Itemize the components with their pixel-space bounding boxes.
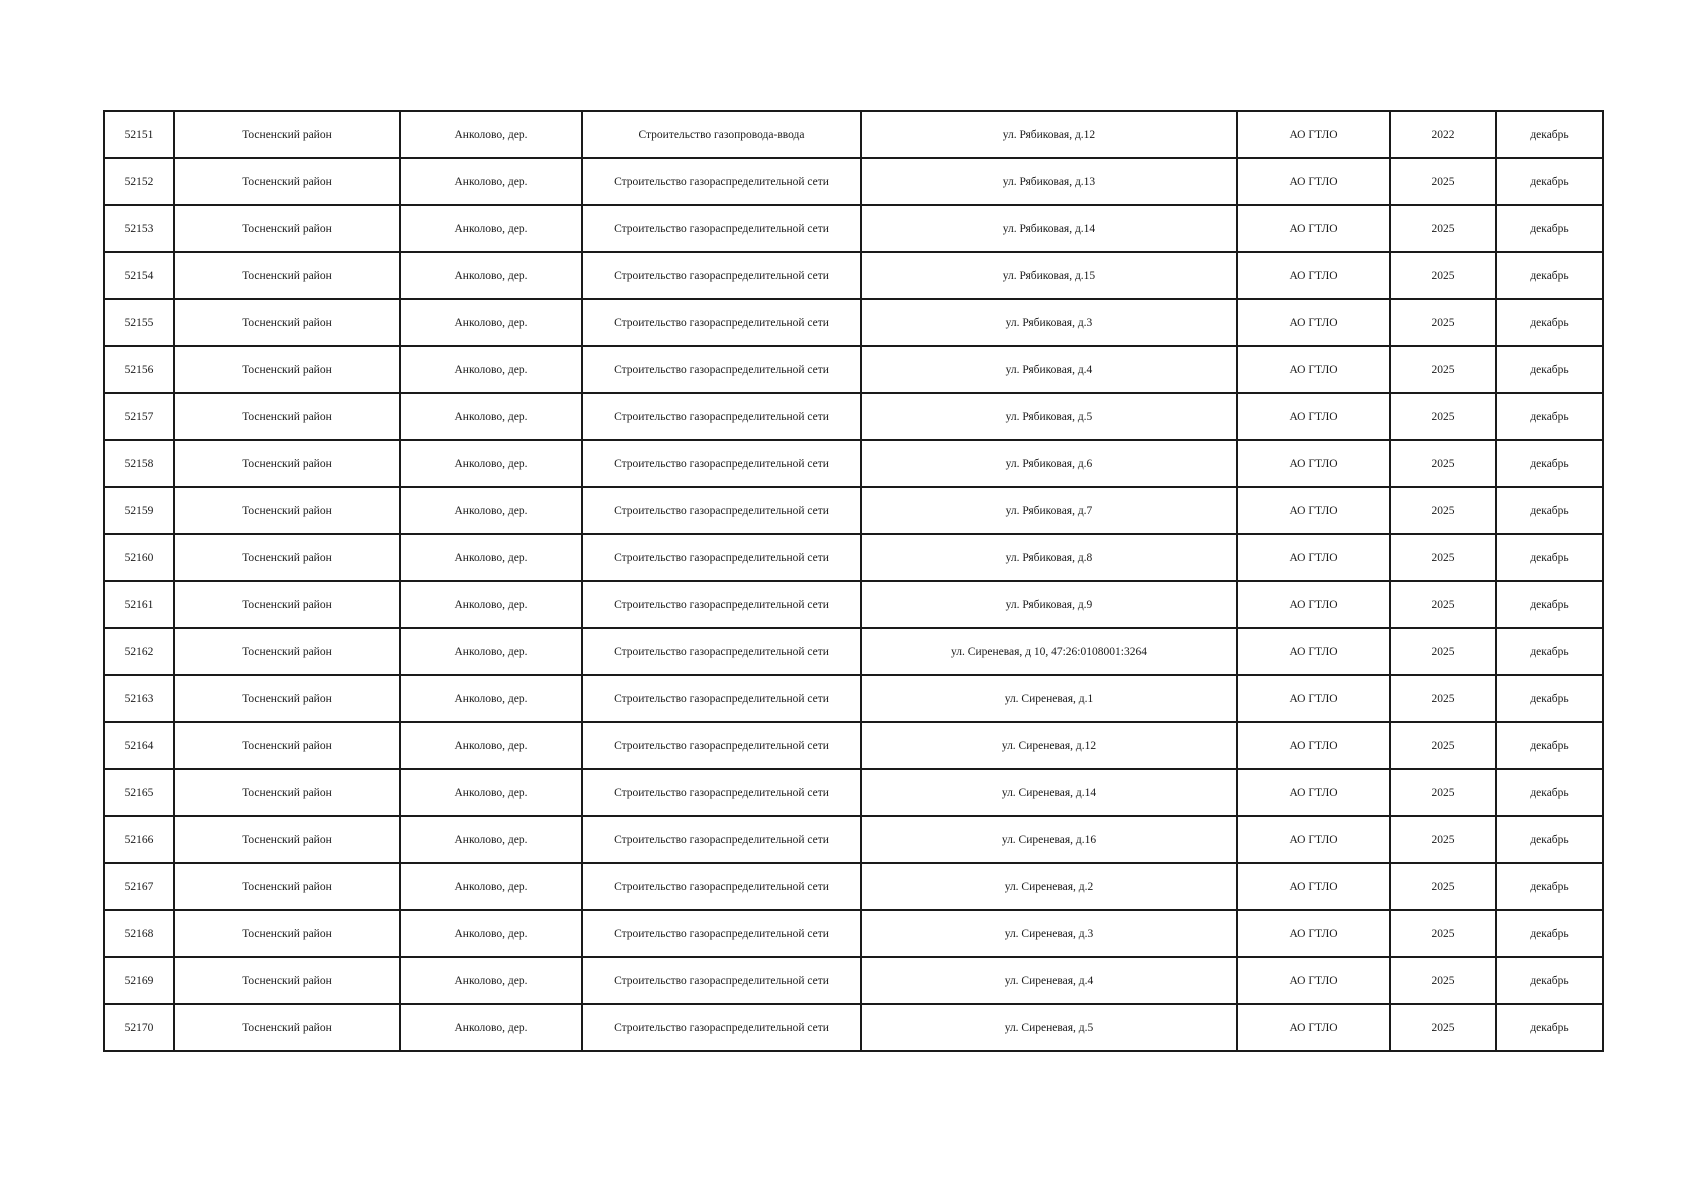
cell-id: 52160	[104, 534, 174, 581]
cell-year: 2025	[1390, 581, 1496, 628]
cell-district: Тосненский район	[174, 863, 400, 910]
cell-settlement: Анколово, дер.	[400, 393, 582, 440]
table-row	[104, 910, 1603, 957]
cell-year: 2025	[1390, 534, 1496, 581]
cell-district: Тосненский район	[174, 440, 400, 487]
cell-month: декабрь	[1496, 1004, 1603, 1051]
cell-district: Тосненский район	[174, 205, 400, 252]
table-row	[104, 487, 1603, 534]
cell-year: 2025	[1390, 346, 1496, 393]
cell-settlement: Анколово, дер.	[400, 957, 582, 1004]
cell-settlement: Анколово, дер.	[400, 769, 582, 816]
cell-address: ул. Сиреневая, д.12	[861, 722, 1237, 769]
cell-district: Тосненский район	[174, 675, 400, 722]
cell-id: 52161	[104, 581, 174, 628]
cell-id: 52155	[104, 299, 174, 346]
table-row	[104, 158, 1603, 205]
table-row	[104, 628, 1603, 675]
cell-district: Тосненский район	[174, 534, 400, 581]
cell-work-type: Строительство газораспределительной сети	[582, 487, 861, 534]
cell-year: 2025	[1390, 957, 1496, 1004]
cell-settlement: Анколово, дер.	[400, 675, 582, 722]
cell-work-type: Строительство газораспределительной сети	[582, 581, 861, 628]
cell-work-type: Строительство газораспределительной сети	[582, 252, 861, 299]
cell-address: ул. Рябиковая, д.13	[861, 158, 1237, 205]
cell-id: 52162	[104, 628, 174, 675]
cell-address: ул. Рябиковая, д.5	[861, 393, 1237, 440]
table-row	[104, 111, 1603, 158]
cell-year: 2025	[1390, 816, 1496, 863]
cell-settlement: Анколово, дер.	[400, 534, 582, 581]
table-row	[104, 346, 1603, 393]
cell-year: 2025	[1390, 722, 1496, 769]
cell-district: Тосненский район	[174, 1004, 400, 1051]
cell-address: ул. Сиреневая, д.5	[861, 1004, 1237, 1051]
cell-address: ул. Рябиковая, д.14	[861, 205, 1237, 252]
cell-organization: АО ГТЛО	[1237, 1004, 1390, 1051]
cell-id: 52168	[104, 910, 174, 957]
cell-address: ул. Рябиковая, д.4	[861, 346, 1237, 393]
cell-settlement: Анколово, дер.	[400, 440, 582, 487]
cell-id: 52170	[104, 1004, 174, 1051]
cell-work-type: Строительство газораспределительной сети	[582, 393, 861, 440]
cell-address: ул. Рябиковая, д.12	[861, 111, 1237, 158]
cell-id: 52159	[104, 487, 174, 534]
cell-month: декабрь	[1496, 957, 1603, 1004]
cell-work-type: Строительство газораспределительной сети	[582, 722, 861, 769]
cell-id: 52156	[104, 346, 174, 393]
cell-settlement: Анколово, дер.	[400, 111, 582, 158]
cell-month: декабрь	[1496, 346, 1603, 393]
cell-year: 2025	[1390, 158, 1496, 205]
table-row	[104, 722, 1603, 769]
cell-organization: АО ГТЛО	[1237, 158, 1390, 205]
cell-work-type: Строительство газопровода-ввода	[582, 111, 861, 158]
cell-year: 2025	[1390, 299, 1496, 346]
cell-organization: АО ГТЛО	[1237, 252, 1390, 299]
cell-district: Тосненский район	[174, 628, 400, 675]
cell-district: Тосненский район	[174, 816, 400, 863]
cell-organization: АО ГТЛО	[1237, 910, 1390, 957]
cell-month: декабрь	[1496, 205, 1603, 252]
table-row	[104, 581, 1603, 628]
cell-month: декабрь	[1496, 487, 1603, 534]
cell-settlement: Анколово, дер.	[400, 299, 582, 346]
table-row	[104, 769, 1603, 816]
cell-settlement: Анколово, дер.	[400, 910, 582, 957]
cell-address: ул. Сиреневая, д.1	[861, 675, 1237, 722]
cell-organization: АО ГТЛО	[1237, 534, 1390, 581]
cell-work-type: Строительство газораспределительной сети	[582, 628, 861, 675]
cell-district: Тосненский район	[174, 581, 400, 628]
cell-year: 2025	[1390, 863, 1496, 910]
cell-month: декабрь	[1496, 910, 1603, 957]
gasification-table	[103, 110, 1604, 1052]
cell-work-type: Строительство газораспределительной сети	[582, 816, 861, 863]
cell-settlement: Анколово, дер.	[400, 205, 582, 252]
cell-organization: АО ГТЛО	[1237, 675, 1390, 722]
cell-address: ул. Рябиковая, д.6	[861, 440, 1237, 487]
cell-district: Тосненский район	[174, 957, 400, 1004]
table-row	[104, 534, 1603, 581]
cell-settlement: Анколово, дер.	[400, 252, 582, 299]
table-row	[104, 205, 1603, 252]
cell-settlement: Анколово, дер.	[400, 863, 582, 910]
cell-district: Тосненский район	[174, 487, 400, 534]
cell-district: Тосненский район	[174, 910, 400, 957]
cell-address: ул. Сиреневая, д.16	[861, 816, 1237, 863]
cell-work-type: Строительство газораспределительной сети	[582, 158, 861, 205]
cell-district: Тосненский район	[174, 111, 400, 158]
cell-address: ул. Рябиковая, д.7	[861, 487, 1237, 534]
cell-organization: АО ГТЛО	[1237, 111, 1390, 158]
cell-id: 52166	[104, 816, 174, 863]
cell-address: ул. Сиреневая, д.14	[861, 769, 1237, 816]
cell-work-type: Строительство газораспределительной сети	[582, 205, 861, 252]
cell-month: декабрь	[1496, 252, 1603, 299]
cell-id: 52152	[104, 158, 174, 205]
cell-settlement: Анколово, дер.	[400, 346, 582, 393]
cell-year: 2025	[1390, 205, 1496, 252]
table-row	[104, 440, 1603, 487]
table-row	[104, 816, 1603, 863]
cell-work-type: Строительство газораспределительной сети	[582, 440, 861, 487]
table-row	[104, 675, 1603, 722]
cell-district: Тосненский район	[174, 722, 400, 769]
cell-district: Тосненский район	[174, 299, 400, 346]
cell-id: 52163	[104, 675, 174, 722]
cell-id: 52167	[104, 863, 174, 910]
cell-work-type: Строительство газораспределительной сети	[582, 675, 861, 722]
cell-month: декабрь	[1496, 769, 1603, 816]
cell-work-type: Строительство газораспределительной сети	[582, 863, 861, 910]
cell-year: 2022	[1390, 111, 1496, 158]
cell-month: декабрь	[1496, 863, 1603, 910]
table-row	[104, 252, 1603, 299]
cell-settlement: Анколово, дер.	[400, 722, 582, 769]
cell-year: 2025	[1390, 675, 1496, 722]
cell-work-type: Строительство газораспределительной сети	[582, 534, 861, 581]
cell-year: 2025	[1390, 769, 1496, 816]
cell-address: ул. Сиреневая, д.2	[861, 863, 1237, 910]
cell-id: 52153	[104, 205, 174, 252]
cell-address: ул. Рябиковая, д.9	[861, 581, 1237, 628]
cell-organization: АО ГТЛО	[1237, 346, 1390, 393]
cell-district: Тосненский район	[174, 158, 400, 205]
cell-id: 52157	[104, 393, 174, 440]
table-row	[104, 393, 1603, 440]
cell-organization: АО ГТЛО	[1237, 957, 1390, 1004]
cell-work-type: Строительство газораспределительной сети	[582, 910, 861, 957]
cell-organization: АО ГТЛО	[1237, 722, 1390, 769]
cell-organization: АО ГТЛО	[1237, 816, 1390, 863]
cell-address: ул. Сиреневая, д.3	[861, 910, 1237, 957]
cell-work-type: Строительство газораспределительной сети	[582, 1004, 861, 1051]
cell-id: 52169	[104, 957, 174, 1004]
cell-organization: АО ГТЛО	[1237, 487, 1390, 534]
cell-work-type: Строительство газораспределительной сети	[582, 957, 861, 1004]
cell-settlement: Анколово, дер.	[400, 581, 582, 628]
cell-month: декабрь	[1496, 628, 1603, 675]
cell-id: 52165	[104, 769, 174, 816]
cell-id: 52154	[104, 252, 174, 299]
cell-settlement: Анколово, дер.	[400, 158, 582, 205]
cell-organization: АО ГТЛО	[1237, 769, 1390, 816]
cell-address: ул. Сиреневая, д 10, 47:26:0108001:3264	[861, 628, 1237, 675]
table-row	[104, 957, 1603, 1004]
cell-settlement: Анколово, дер.	[400, 487, 582, 534]
cell-month: декабрь	[1496, 534, 1603, 581]
cell-organization: АО ГТЛО	[1237, 440, 1390, 487]
cell-month: декабрь	[1496, 299, 1603, 346]
cell-organization: АО ГТЛО	[1237, 299, 1390, 346]
cell-year: 2025	[1390, 252, 1496, 299]
cell-month: декабрь	[1496, 722, 1603, 769]
cell-year: 2025	[1390, 440, 1496, 487]
cell-month: декабрь	[1496, 393, 1603, 440]
cell-id: 52151	[104, 111, 174, 158]
table-row	[104, 863, 1603, 910]
cell-month: декабрь	[1496, 816, 1603, 863]
cell-address: ул. Рябиковая, д.8	[861, 534, 1237, 581]
cell-month: декабрь	[1496, 158, 1603, 205]
cell-year: 2025	[1390, 393, 1496, 440]
cell-district: Тосненский район	[174, 393, 400, 440]
cell-district: Тосненский район	[174, 346, 400, 393]
cell-district: Тосненский район	[174, 769, 400, 816]
cell-year: 2025	[1390, 910, 1496, 957]
cell-month: декабрь	[1496, 440, 1603, 487]
cell-work-type: Строительство газораспределительной сети	[582, 299, 861, 346]
table-body	[104, 111, 1603, 1051]
cell-id: 52158	[104, 440, 174, 487]
table-row	[104, 299, 1603, 346]
cell-id: 52164	[104, 722, 174, 769]
cell-organization: АО ГТЛО	[1237, 628, 1390, 675]
cell-year: 2025	[1390, 628, 1496, 675]
cell-organization: АО ГТЛО	[1237, 205, 1390, 252]
cell-month: декабрь	[1496, 675, 1603, 722]
cell-year: 2025	[1390, 1004, 1496, 1051]
cell-district: Тосненский район	[174, 252, 400, 299]
cell-settlement: Анколово, дер.	[400, 628, 582, 675]
cell-organization: АО ГТЛО	[1237, 863, 1390, 910]
cell-year: 2025	[1390, 487, 1496, 534]
cell-month: декабрь	[1496, 581, 1603, 628]
cell-organization: АО ГТЛО	[1237, 393, 1390, 440]
cell-address: ул. Рябиковая, д.15	[861, 252, 1237, 299]
cell-month: декабрь	[1496, 111, 1603, 158]
cell-work-type: Строительство газораспределительной сети	[582, 346, 861, 393]
cell-organization: АО ГТЛО	[1237, 581, 1390, 628]
cell-address: ул. Сиреневая, д.4	[861, 957, 1237, 1004]
cell-settlement: Анколово, дер.	[400, 1004, 582, 1051]
cell-address: ул. Рябиковая, д.3	[861, 299, 1237, 346]
cell-work-type: Строительство газораспределительной сети	[582, 769, 861, 816]
cell-settlement: Анколово, дер.	[400, 816, 582, 863]
table-row	[104, 1004, 1603, 1051]
